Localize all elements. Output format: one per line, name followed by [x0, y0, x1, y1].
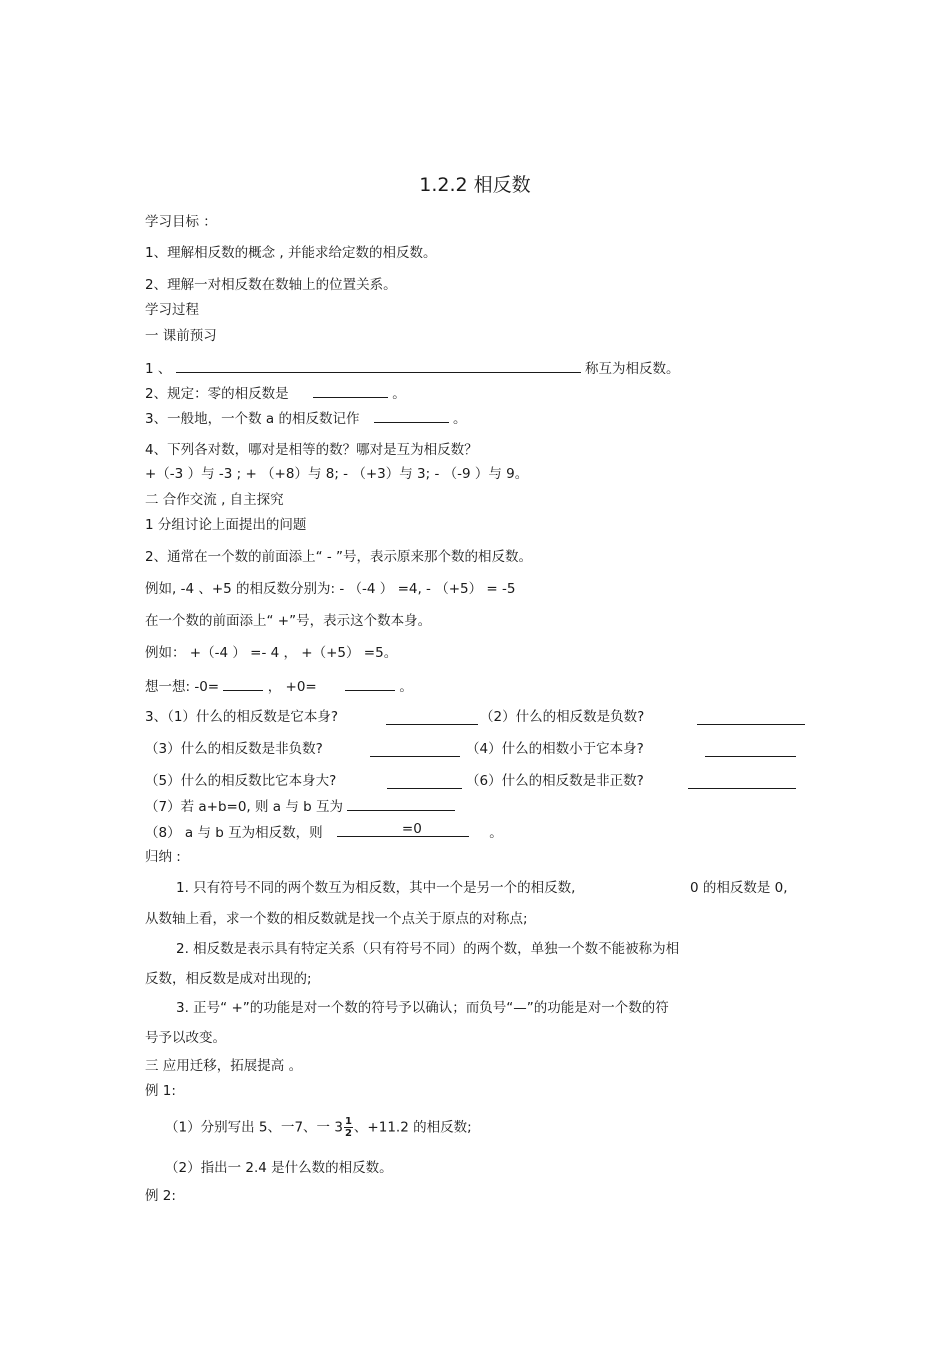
preview-q1 [145, 359, 679, 378]
cooperate-example1: 例如, -4 、+5 的相反数分别为: - （-4 ） =4, - （+5） = -5 [145, 581, 516, 597]
example1-q1-suffix: 、+11.2 的相反数; [353, 1119, 472, 1136]
summary-p2-line2: 反数，相反数是成对出现的; [145, 971, 312, 987]
question-1-label: 3、（1）什么的相反数是它本身? [145, 709, 339, 725]
preview-q2 [145, 384, 406, 403]
preview-q4-pairs: +（-3 ）与 -3 ; + （+8）与 8; - （+3）与 3; - （-9 ）与 9。 [145, 466, 529, 482]
question-6-blank[interactable] [688, 775, 796, 789]
summary-p1-line1a: 1. 只有符号不同的两个数互为相反数，其中一个是另一个的相反数, [176, 880, 576, 896]
preview-q4: 4、下列各对数，哪对是相等的数？哪对是互为相反数？ [145, 442, 478, 458]
question-7-blank[interactable] [347, 797, 455, 811]
question-2-blank[interactable] [697, 711, 805, 725]
preview-q1-blank[interactable] [176, 359, 581, 373]
think-prefix: 想一想: -0= [145, 679, 220, 695]
example1-q2: （2）指出一 2.4 是什么数的相反数。 [165, 1160, 393, 1176]
summary-p2-line1: 2. 相反数是表示具有特定关系（只有符号不同）的两个数，单独一个数不能被称为相 [176, 941, 680, 957]
question-4 [466, 740, 644, 758]
think-suffix: 。 [399, 679, 413, 695]
section2-heading: 二 合作交流 , 自主探究 [145, 492, 284, 508]
question-5 [145, 772, 336, 790]
think-blank-neg-zero[interactable] [223, 677, 263, 691]
question-3 [145, 740, 323, 758]
fraction-numerator: 1 [344, 1116, 352, 1127]
question-1-blank[interactable] [386, 711, 478, 725]
question-6-label: （6）什么的相反数是非正数? [466, 773, 644, 789]
question-5-blank[interactable] [387, 775, 462, 789]
question-3-label: （3）什么的相反数是非负数? [145, 741, 323, 757]
fraction-one-half [344, 1116, 353, 1139]
preview-q3-prefix: 3、一般地，一个数 a 的相反数记作 [145, 411, 360, 427]
question-8-blank-text: =0 [401, 821, 422, 837]
objectives-heading: 学习目标 ： [145, 214, 217, 230]
cooperate-item2: 2、通常在一个数的前面添上“ - ”号，表示原来那个数的相反数。 [145, 549, 533, 565]
cooperate-plus-rule: 在一个数的前面添上“ +”号，表示这个数本身。 [145, 613, 432, 629]
question-2-label: （2）什么的相反数是负数? [480, 709, 645, 725]
example2-label: 例 2: [145, 1188, 176, 1204]
cooperate-item1: 1 分组讨论上面提出的问题 [145, 517, 307, 533]
preview-q2-blank[interactable] [313, 384, 388, 398]
question-4-label: （4）什么的相数小于它本身? [466, 741, 644, 757]
question-1 [145, 708, 338, 726]
objective-1: 1、理解相反数的概念 , 并能求给定数的相反数。 [145, 245, 437, 261]
fraction-denominator: 2 [344, 1128, 352, 1139]
question-4-blank[interactable] [705, 743, 796, 757]
summary-p1-line1b: 0 的相反数是 0, [690, 880, 788, 896]
question-7-label: （7）若 a+b=0, 则 a 与 b 互为 [145, 799, 344, 815]
summary-p3-line2: 号予以改变。 [145, 1030, 226, 1046]
question-2 [480, 708, 644, 726]
example1-q1 [165, 1116, 472, 1139]
question-8-suffix: 。 [489, 825, 503, 841]
preview-q1-suffix: 称互为相反数。 [584, 361, 680, 377]
think-blank-pos-zero[interactable] [345, 677, 395, 691]
example1-label: 例 1: [145, 1083, 176, 1099]
process-heading: 学习过程 [145, 302, 199, 318]
preview-q3-suffix: 。 [453, 411, 467, 427]
summary-heading: 归纳 : [145, 849, 181, 865]
objective-2: 2、理解一对相反数在数轴上的位置关系。 [145, 277, 397, 293]
question-8 [145, 823, 503, 842]
think-mid: ， +0= [267, 679, 317, 695]
summary-p1-line2: 从数轴上看，求一个数的相反数就是找一个点关于原点的对称点; [145, 911, 528, 927]
question-8-prefix: （8） a 与 b 互为相反数，则 [145, 825, 323, 841]
question-8-blank[interactable] [337, 823, 469, 837]
question-6 [466, 772, 644, 790]
preview-q1-prefix: 1 、 [145, 361, 172, 377]
question-3-blank[interactable] [370, 743, 460, 757]
question-7 [145, 797, 455, 816]
summary-p3-line1: 3. 正号“ +”的功能是对一个数的符号予以确认；而负号“—”的功能是对一个数的符 [176, 1000, 669, 1016]
question-5-label: （5）什么的相反数比它本身大? [145, 773, 337, 789]
example1-q1-prefix: （1）分别写出 5、一7、一 3 [165, 1119, 343, 1136]
think-line [145, 677, 413, 696]
preview-q2-suffix: 。 [392, 386, 406, 402]
page-title: 1.2.2 相反数 [419, 174, 531, 196]
section3-heading: 三 应用迁移，拓展提高 。 [145, 1058, 303, 1074]
section1-heading: 一 课前预习 [145, 328, 217, 344]
preview-q2-prefix: 2、规定：零的相反数是 [145, 386, 289, 402]
cooperate-example2: 例如： +（-4 ） =- 4 ， +（+5） =5。 [145, 645, 398, 661]
preview-q3-blank[interactable] [374, 409, 449, 423]
preview-q3 [145, 409, 467, 428]
